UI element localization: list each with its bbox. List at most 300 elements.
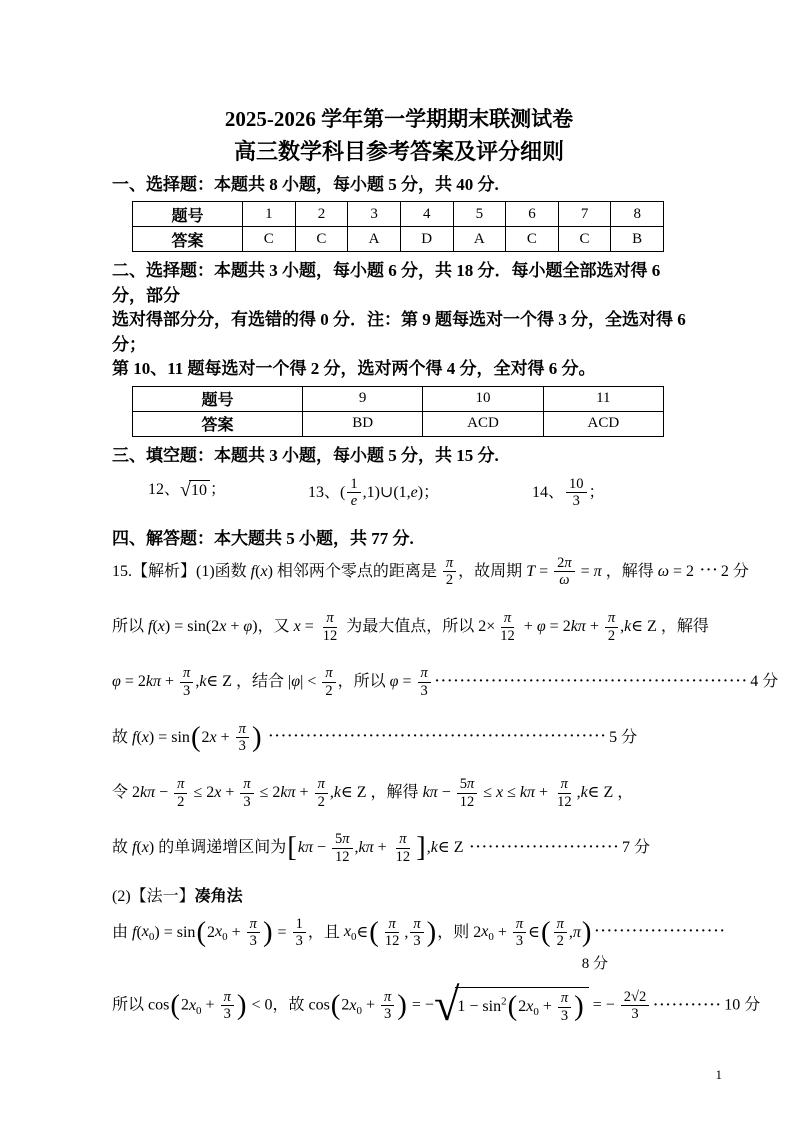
fraction: [554, 916, 567, 950]
math-var: x: [343, 923, 351, 941]
math-text: =: [535, 562, 553, 580]
numerator: 1: [347, 476, 360, 494]
choice-answer-table-1: [132, 201, 664, 252]
math-text: ≤: [503, 783, 520, 801]
denominator: 2: [317, 793, 325, 810]
math-text: ,: [576, 783, 581, 801]
math-text: ∈: [528, 923, 540, 941]
solution-line: [112, 915, 727, 950]
math-var: π: [593, 562, 602, 580]
math-text: 所以: [112, 617, 149, 635]
fraction: [180, 665, 193, 699]
math-var: φ: [243, 617, 253, 635]
solution-line: [112, 554, 749, 589]
math-text: 故: [112, 728, 133, 746]
math-text: ,: [354, 839, 359, 857]
math-text: ∪: [379, 483, 394, 501]
math-text: ，则 2: [437, 923, 482, 941]
math-var: kπ: [570, 617, 586, 635]
math-text: (: [152, 617, 158, 635]
radical-sign: √: [180, 478, 191, 501]
solution-line: [112, 721, 686, 755]
table-cell: 8: [611, 202, 664, 227]
math-text: = 2: [669, 562, 699, 580]
table-row-label: 答案: [133, 411, 303, 436]
denominator: [556, 572, 572, 589]
math-text: = −: [588, 996, 619, 1014]
math-text: +: [535, 783, 553, 801]
math-text: 2: [180, 996, 189, 1014]
fraction: [381, 989, 394, 1023]
table-cell: C: [558, 227, 611, 252]
math-var: x: [141, 923, 149, 941]
math-var: π: [342, 831, 350, 848]
denominator: [348, 493, 360, 510]
math-var: π: [560, 989, 569, 1006]
numerator: [501, 610, 514, 628]
math-text: −: [312, 839, 330, 857]
math-text: 10: [191, 481, 207, 499]
math-var: ω: [559, 572, 570, 589]
sqrt-radical: [433, 979, 589, 1031]
math-var: k: [624, 617, 632, 635]
table-row-label: 题号: [133, 202, 243, 227]
fraction: [513, 916, 526, 950]
numerator: [240, 776, 253, 794]
subscript: 0: [222, 931, 228, 944]
fraction: [315, 776, 328, 810]
fraction: [393, 831, 414, 865]
numerator: [418, 665, 431, 683]
fraction: [566, 476, 587, 510]
solution-line: [112, 609, 709, 644]
math-var: x: [293, 617, 301, 635]
math-text: ,: [404, 923, 409, 941]
math-text: [464, 839, 468, 856]
math-var: π: [503, 609, 512, 626]
table-row: [133, 202, 664, 227]
math-text: 14、: [532, 483, 565, 501]
numerator: 2√2: [621, 989, 649, 1007]
math-text: 4 分: [750, 673, 779, 691]
math-text: ；: [588, 483, 605, 501]
math-text: (2)【法一】: [112, 887, 195, 905]
denominator: 12: [335, 848, 350, 865]
fraction: [332, 831, 353, 865]
math-text: (: [136, 923, 142, 941]
math-text: 7 分: [621, 839, 650, 857]
math-text: 13、(: [308, 483, 346, 501]
fill-in-answer: [308, 476, 439, 510]
bold-text: 凑角法: [194, 887, 243, 905]
numerator: [513, 916, 526, 934]
math-var: π: [399, 831, 407, 848]
denominator: 3: [420, 682, 428, 699]
math-text: −: [155, 783, 173, 801]
numerator: [396, 831, 409, 849]
math-text: +: [295, 783, 313, 801]
math-text: 5 分: [609, 728, 638, 746]
fill-in-answers: [112, 472, 686, 524]
dotted-leader: ···: [700, 563, 719, 579]
fraction: [621, 989, 649, 1023]
math-var: x: [157, 617, 165, 635]
fraction: [174, 776, 187, 810]
dotted-leader: ·····················: [594, 924, 727, 940]
denominator: 12: [459, 793, 475, 810]
denominator: 12: [500, 627, 515, 644]
section2-heading-line: 二、选择题：本题共 3 小题，每小题 6 分，共 18 分．每小题全部选对得 6 分，部分: [112, 261, 661, 305]
fraction: [554, 776, 575, 810]
table-cell: ACD: [543, 411, 663, 436]
numerator: [558, 990, 571, 1008]
dotted-leader: ······················································: [268, 729, 608, 745]
math-text: +: [227, 923, 245, 941]
subscript: 0: [533, 1005, 539, 1018]
math-var: kπ: [297, 839, 313, 857]
math-var: k: [580, 783, 588, 801]
subscripted-var: [215, 923, 228, 944]
math-text: 所以 cos: [112, 996, 170, 1014]
math-text: 令 2: [112, 783, 141, 801]
math-text: +: [362, 996, 380, 1014]
fraction: [443, 555, 456, 589]
math-var: φ: [389, 673, 399, 691]
math-text: ∈ Z ，结合: [206, 673, 289, 691]
math-var: π: [238, 720, 246, 737]
math-var: π: [317, 775, 325, 792]
denominator: 3: [384, 1006, 392, 1023]
math-text: 2: [201, 728, 210, 746]
section2-heading-line: 选对得部分分，有选错的得 0 分．注：第 9 题每选对一个得 3 分，全选对得 6 分；: [112, 310, 686, 354]
math-text: ∈ Z ，解得: [340, 783, 423, 801]
solution-line: [112, 831, 686, 865]
denominator: 3: [249, 933, 257, 950]
math-var: f: [148, 617, 153, 635]
math-text: ，且: [307, 923, 344, 941]
denominator: 2: [556, 933, 564, 950]
math-var: π: [560, 775, 568, 792]
big-paren: ): [251, 720, 262, 753]
math-text: [263, 728, 267, 745]
table-cell: 11: [543, 386, 663, 411]
radicand: [455, 987, 588, 1025]
math-var: kπ: [280, 783, 296, 801]
section1-heading: 一、选择题：本题共 8 小题，每小题 5 分，共 40 分.: [112, 175, 499, 194]
fraction: [236, 721, 249, 755]
table-cell: 6: [506, 202, 559, 227]
score-label: 8 分: [581, 955, 608, 972]
section4-heading: 四、解答题：本大题共 5 小题，共 77 分.: [112, 528, 414, 548]
math-var: ω: [657, 562, 669, 580]
math-var: π: [564, 554, 572, 571]
big-paren: (: [190, 720, 201, 753]
fraction: [418, 665, 431, 699]
denominator: 12: [395, 848, 411, 865]
math-text: −: [437, 783, 455, 801]
superscript: 2: [501, 995, 507, 1008]
math-var: π: [413, 915, 421, 932]
subscript: 0: [350, 931, 357, 944]
math-text: ∈ Z: [437, 839, 464, 857]
fraction: [247, 916, 260, 950]
math-text: ,: [329, 783, 334, 801]
denominator: 3: [631, 1006, 639, 1023]
page-number: 1: [715, 1067, 722, 1082]
math-text: +: [373, 839, 391, 857]
math-var: kπ: [422, 783, 438, 801]
math-text: | <: [300, 673, 321, 691]
table-cell: B: [611, 227, 664, 252]
math-text: ≤: [479, 783, 497, 801]
sqrt-radical: [180, 480, 210, 500]
math-var: e: [410, 483, 418, 501]
math-var: π: [420, 665, 428, 682]
subscript: 0: [148, 931, 155, 944]
math-var: x: [141, 839, 149, 857]
denominator: 3: [560, 1007, 569, 1024]
math-var: kπ: [145, 673, 162, 691]
answer-key-title: 高三数学科目参考答案及评分细则: [233, 139, 564, 164]
math-text: =: [398, 673, 416, 691]
math-text: ,: [568, 923, 573, 941]
math-var: π: [249, 915, 257, 932]
math-var: kπ: [140, 783, 156, 801]
radicand: [189, 480, 210, 500]
math-text: ≤ 2: [255, 783, 281, 801]
math-var: f: [132, 728, 137, 746]
numerator: [180, 665, 193, 683]
math-text: =: [300, 617, 318, 635]
math-text: +: [201, 996, 219, 1014]
subscripted-var: [349, 996, 362, 1017]
math-text: ) = sin: [154, 923, 196, 941]
table-cell: 4: [400, 202, 453, 227]
math-var: π: [177, 775, 185, 792]
math-var: x: [260, 562, 268, 580]
math-var: x: [481, 923, 489, 941]
big-paren: (: [369, 915, 379, 948]
fraction: [558, 990, 571, 1024]
table-cell: D: [400, 227, 453, 252]
math-var: x: [214, 783, 222, 801]
subscripted-var: [343, 923, 357, 944]
table-cell: C: [243, 227, 296, 252]
radical-sign: √: [433, 979, 460, 1031]
denominator: 3: [413, 933, 421, 950]
math-var: x: [209, 728, 217, 746]
table-row: [133, 227, 664, 252]
big-paren: ): [574, 990, 584, 1023]
math-var: π: [384, 988, 392, 1005]
math-text: 2 分: [720, 562, 749, 580]
table-row-label: 答案: [133, 227, 243, 252]
math-text: 为最大值点，所以 2×: [342, 617, 496, 635]
table-row: [133, 411, 664, 436]
big-paren: (: [170, 988, 180, 1021]
denominator: 3: [295, 933, 303, 950]
math-text: 10 分: [724, 996, 761, 1014]
numerator: [221, 989, 234, 1007]
numerator: [410, 916, 423, 934]
numerator: 5π: [457, 776, 478, 794]
math-text: +: [221, 783, 239, 801]
math-text: 2: [207, 923, 216, 941]
denominator: 3: [223, 1006, 231, 1023]
math-var: k: [430, 839, 438, 857]
numerator: [322, 665, 335, 683]
math-var: x: [496, 783, 504, 801]
math-text: = 2: [545, 617, 571, 635]
math-text: (: [255, 562, 261, 580]
math-text: ，所以: [337, 673, 390, 691]
numerator: 5π: [332, 831, 353, 849]
table-cell: 3: [348, 202, 401, 227]
big-paren: (: [541, 915, 551, 948]
exam-title: 2025-2026 学年第一学期期末联测试卷: [224, 107, 574, 131]
denominator: 2: [325, 682, 333, 699]
math-text: = −: [407, 996, 434, 1014]
denominator: 3: [515, 933, 524, 950]
big-bracket: ]: [416, 831, 426, 864]
math-var: x: [219, 617, 227, 635]
math-text: ,: [195, 673, 200, 691]
math-text: +: [226, 617, 244, 635]
table-cell: 9: [303, 386, 423, 411]
math-text: ，解得: [601, 562, 658, 580]
big-paren: ): [426, 915, 437, 948]
table-cell: BD: [303, 411, 423, 436]
math-var: x: [349, 996, 357, 1014]
math-text: ∈ Z ，: [587, 783, 634, 801]
math-text: )；: [417, 483, 440, 501]
subscript: 0: [488, 931, 494, 944]
math-text: ∈: [356, 923, 369, 941]
denominator: 12: [384, 933, 400, 950]
math-text: (1,: [393, 483, 411, 501]
math-text: +: [585, 617, 603, 635]
math-var: π: [445, 554, 454, 571]
math-text: ∈ Z ，解得: [631, 617, 709, 635]
math-var: kπ: [358, 839, 374, 857]
denominator: 3: [572, 493, 580, 510]
math-text: 故: [112, 839, 133, 857]
math-var: π: [515, 915, 524, 932]
fraction: [320, 610, 341, 644]
fraction: [457, 776, 478, 810]
table-cell: 2: [295, 202, 348, 227]
math-text: 2: [518, 997, 527, 1015]
math-var: k: [333, 783, 341, 801]
big-bracket: [: [287, 831, 297, 864]
subscripted-var: [481, 923, 494, 944]
math-var: f: [132, 923, 137, 941]
math-text: 1 − sin: [457, 997, 502, 1015]
numerator: [236, 721, 249, 739]
numerator: [315, 776, 328, 794]
table-row: [133, 386, 664, 411]
math-var: x: [215, 923, 223, 941]
denominator: 3: [183, 682, 191, 699]
numerator: 10: [566, 476, 587, 494]
fill-in-answer: [148, 476, 226, 500]
math-var: π: [325, 665, 333, 682]
math-var: π: [607, 609, 616, 626]
fraction: [554, 555, 575, 589]
choice-answer-table-2: [132, 386, 664, 437]
math-var: φ: [536, 617, 546, 635]
big-paren: (: [507, 990, 518, 1023]
solution-line: [112, 665, 779, 699]
dotted-leader: ························: [469, 840, 620, 856]
table-cell: 10: [423, 386, 543, 411]
numerator: [605, 610, 618, 628]
math-text: 12、: [148, 480, 181, 498]
math-text: +: [519, 617, 537, 635]
math-text: +: [493, 923, 511, 941]
fraction: [221, 989, 234, 1023]
math-var: φ: [291, 673, 301, 691]
math-text: ) = sin(: [164, 617, 212, 635]
math-var: π: [388, 915, 396, 932]
math-var: T: [526, 562, 536, 580]
math-text: ,: [620, 617, 625, 635]
denominator: 2: [607, 627, 616, 644]
math-text: =: [576, 562, 594, 580]
math-text: 由: [112, 923, 133, 941]
subscript: 0: [356, 1004, 362, 1017]
math-var: x: [526, 997, 534, 1015]
math-var: φ: [112, 673, 121, 691]
denominator: 12: [322, 627, 338, 644]
denominator: 2: [445, 572, 454, 589]
math-text: ≤ 2: [189, 783, 215, 801]
math-text: +: [161, 673, 179, 691]
numerator: 1: [293, 916, 306, 934]
fraction: [605, 610, 618, 644]
math-text: )，又: [252, 617, 294, 635]
table-cell: A: [348, 227, 401, 252]
dotted-leader: ··················································: [434, 674, 749, 690]
math-var: e: [350, 493, 358, 510]
fraction: [322, 665, 335, 699]
solution-line: [112, 887, 686, 907]
section2-heading-line: 第 10、11 题每选对一个得 2 分，选对两个得 4 分，全对得 6 分。: [112, 359, 596, 378]
numerator: [247, 916, 260, 934]
table-cell: 5: [453, 202, 506, 227]
numerator: 2π: [554, 555, 575, 573]
subscripted-var: [141, 923, 155, 944]
numerator: [174, 776, 187, 794]
math-text: ) 的单调递增区间为: [148, 839, 287, 857]
big-paren: (: [330, 988, 341, 1021]
fill-in-answer: [532, 476, 605, 510]
subscript: 0: [196, 1004, 202, 1017]
fraction: [410, 916, 423, 950]
big-paren: ): [397, 988, 407, 1021]
math-var: π: [326, 609, 334, 626]
problem15-solution: [112, 554, 779, 1031]
fraction: [293, 916, 306, 950]
math-text: |: [288, 673, 292, 691]
fraction: [382, 916, 403, 950]
math-text: 2: [211, 617, 220, 635]
math-text: ,1): [362, 483, 380, 501]
solution-line: [112, 979, 761, 1031]
subscripted-var: [188, 996, 202, 1017]
table-cell: C: [506, 227, 559, 252]
math-text: +: [538, 997, 556, 1015]
